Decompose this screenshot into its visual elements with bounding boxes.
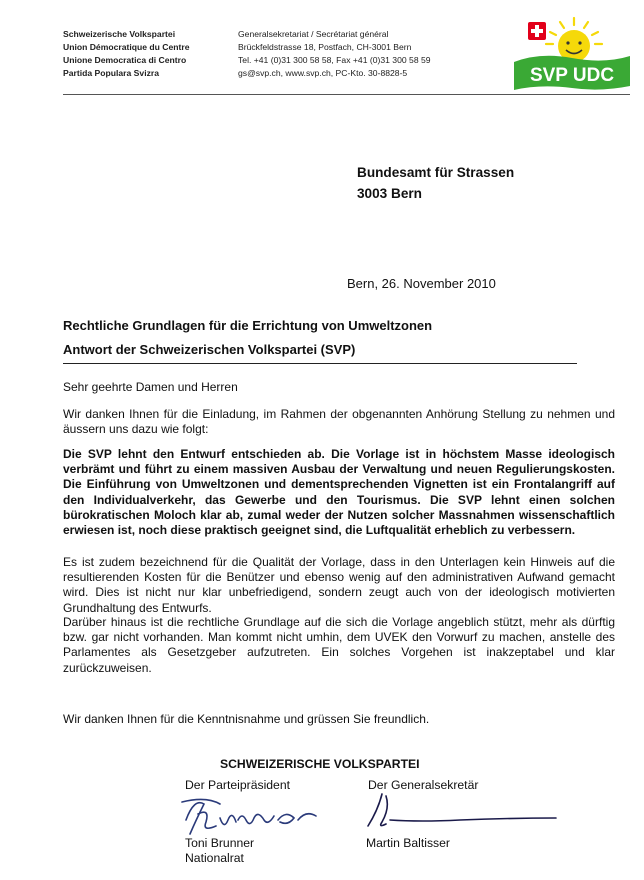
- salutation: Sehr geehrte Damen und Herren: [63, 380, 238, 394]
- recipient-city: 3003 Bern: [357, 186, 422, 201]
- secretariat-phone: Tel. +41 (0)31 300 58 58, Fax +41 (0)31 300 58 59: [238, 55, 431, 65]
- paragraph-costs: Es ist zudem bezeichnend für die Qualität der Vorlage, dass in den Unterlagen kein Hinweis auf die resultierenden Kosten für die Benützer und ebenso wenig auf den administrativen Aufwand gemacht wird. Dies ist nicht nur klar unbefriedigend, sondern zeugt auch von der ideologisch motivierten Grundhaltung des Entwurfs.: [63, 555, 615, 615]
- subject: [63, 316, 432, 364]
- recipient-name: Bundesamt für Strassen: [357, 165, 515, 180]
- party-name-rm: Partida Populara Svizra: [63, 68, 159, 78]
- signature-martin-baltisser: [360, 788, 560, 836]
- secretariat-title: Generalsekretariat / Secrétariat général: [238, 29, 389, 39]
- closing: Wir danken Ihnen für die Kenntnisnahme und grüssen Sie freundlich.: [63, 712, 430, 726]
- party-names: [63, 28, 190, 80]
- logo-text: SVP UDC: [529, 65, 615, 86]
- signature-organization: SCHWEIZERISCHE VOLKSPARTEI: [220, 757, 420, 771]
- signer-president-title: Nationalrat: [185, 851, 244, 865]
- signer-secretary-name: Martin Baltisser: [366, 836, 450, 850]
- signature-toni-brunner: [176, 790, 336, 840]
- subject-line-2: Antwort der Schweizerischen Volkspartei (SVP): [63, 342, 356, 357]
- recipient-address: [357, 162, 514, 204]
- secretariat-address: [238, 28, 431, 80]
- swiss-flag-icon: [528, 22, 546, 40]
- party-name-fr: Union Démocratique du Centre: [63, 42, 190, 52]
- role-party-president: Der Parteipräsident: [185, 778, 290, 792]
- party-name-it: Unione Democratica di Centro: [63, 55, 187, 65]
- party-name-de: Schweizerische Volkspartei: [63, 29, 176, 39]
- secretariat-web: gs@svp.ch, www.svp.ch, PC-Kto. 30-8828-5: [238, 68, 408, 78]
- letterhead-divider: [63, 94, 630, 95]
- signer-president: [185, 836, 254, 866]
- letter-date: Bern, 26. November 2010: [347, 276, 496, 291]
- svp-udc-logo: [510, 16, 634, 92]
- role-general-secretary: Der Generalsekretär: [368, 778, 479, 792]
- paragraph-intro: Wir danken Ihnen für die Einladung, im Rahmen der obgenannten Anhörung Stellung zu nehmen und äussern uns dazu wie folgt:: [63, 407, 615, 437]
- sun-icon: [546, 18, 602, 62]
- signer-president-name: Toni Brunner: [185, 836, 255, 850]
- secretariat-street: Brückfeldstrasse 18, Postfach, CH-3001 Bern: [238, 42, 412, 52]
- subject-divider: [63, 363, 577, 364]
- paragraph-legal-basis: Darüber hinaus ist die rechtliche Grundlage auf die sich die Vorlage angeblich stützt, mehr als dürftig bzw. gar nicht vorhanden. Man kommt nicht umhin, dem UVEK den Vorwurf zu machen, anstelle des Parlamentes als Gesetzgeber aufzutreten. Ein solches Vorgehen ist inakzeptabel und klar zurückzuweisen.: [63, 615, 615, 675]
- paragraph-position: Die SVP lehnt den Entwurf entschieden ab. Die Vorlage ist in höchstem Masse ideologisch verbrämt und führt zu einem massiven Ausbau der Verwaltung und neuen Regulierungskosten. Die Einführung von Umweltzonen und dementsprechenden Vignetten ist ein Frontalangriff auf den Individualverkehr, das Gewerbe und den Tourismus. Die SVP lehnt einen solchen bürokratischen Moloch klar ab, zumal weder der Nutzen solcher Massnahmen wissenschaftlich erwiesen ist, noch diese praktisch geeignet sind, die Luftqualität erheblich zu verbessern.: [63, 447, 615, 538]
- subject-line-1: Rechtliche Grundlagen für die Errichtung von Umweltzonen: [63, 318, 433, 333]
